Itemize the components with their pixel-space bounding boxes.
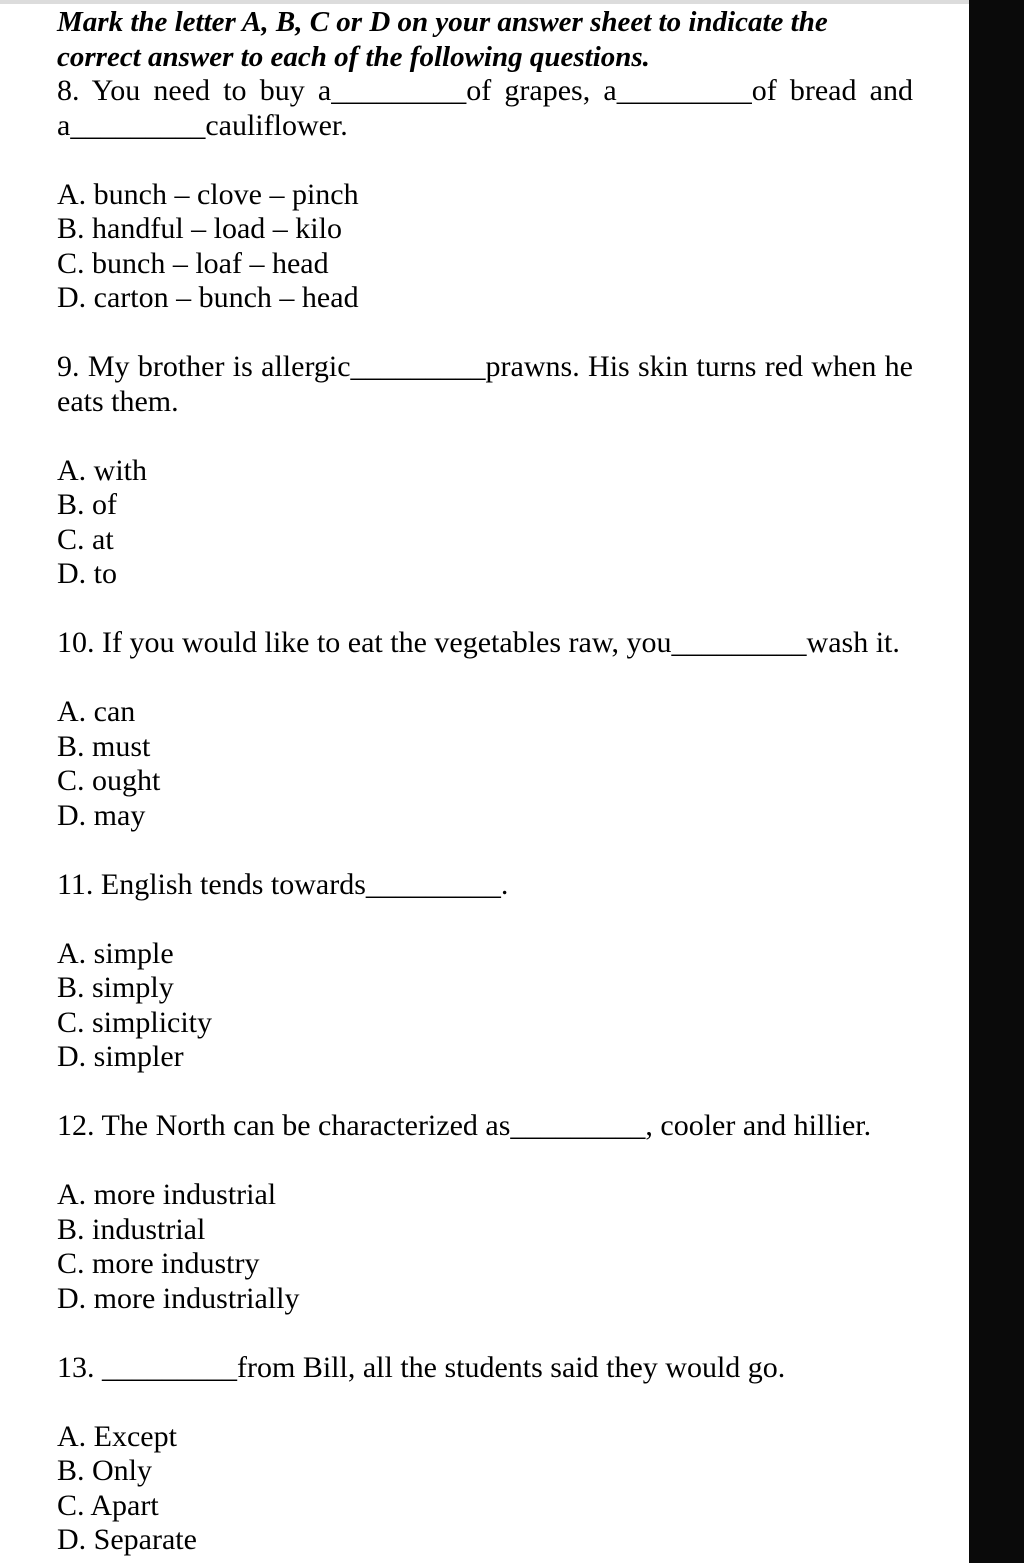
question-12-option-d: D. more industrially [57,1281,300,1315]
right-scan-edge-bar [969,0,1024,1563]
question-11-options [57,937,913,1075]
question-9-options [57,454,913,592]
question-13-text [57,1351,913,1386]
instructions-line-1: Mark the letter A, B, C or D on your answer sheet to indicate the [57,6,828,38]
question-8-text [57,74,913,143]
worksheet-content [57,5,913,1558]
question-11-option-d: D. simpler [57,1040,184,1073]
question-10-option-d: D. may [57,798,146,832]
question-9-line-1: 9. My brother is allergic_________prawns. His skin turns red when he [57,350,913,383]
question-12-line-1: 12. The North can be characterized as_________, cooler and hillier. [57,1109,872,1142]
question-8-options [57,178,913,316]
question-8-option-a: A. bunch – clove – pinch [57,177,359,211]
question-8-option-d: D. carton – bunch – head [57,281,359,314]
question-8-line-2: a_________cauliflower. [57,108,348,142]
instructions [57,5,913,74]
question-13-line-1: 13. _________from Bill, all the students said they would go. [57,1350,786,1384]
question-10-text [57,626,913,661]
question-8-line-1: 8. You need to buy a_________of grapes, a_________of bread and [57,74,913,107]
question-13-option-d: D. Separate [57,1523,197,1556]
question-10-option-a: A. can [57,695,136,728]
question-8-option-b: B. handful – load – kilo [57,212,342,245]
question-12-text [57,1109,913,1144]
question-9-text [57,350,913,419]
question-12-option-b: B. industrial [57,1212,206,1246]
question-9-option-a: A. with [57,453,147,487]
question-10-option-b: B. must [57,729,151,763]
instructions-line-2: correct answer to each of the following questions. [57,40,650,73]
question-10-options [57,695,913,833]
question-9-option-d: D. to [57,557,117,590]
question-10-option-c: C. ought [57,764,161,797]
question-9-option-b: B. of [57,488,117,521]
question-10-line-1: 10. If you would like to eat the vegetables raw, you_________wash it. [57,626,900,659]
question-13-options [57,1420,913,1558]
question-13-option-c: C. Apart [57,1488,159,1522]
question-11-option-c: C. simplicity [57,1005,213,1039]
question-13-option-b: B. Only [57,1454,153,1487]
top-edge-strip [0,0,970,4]
question-9-line-2: eats them. [57,384,179,418]
question-12-option-c: C. more industry [57,1247,260,1280]
question-12-option-a: A. more industrial [57,1178,277,1211]
question-8-option-c: C. bunch – loaf – head [57,246,329,280]
question-11-option-b: B. simply [57,971,174,1004]
question-11-text [57,868,913,903]
question-12-options [57,1178,913,1316]
question-11-option-a: A. simple [57,936,174,970]
question-11-line-1: 11. English tends towards_________. [57,867,509,901]
question-9-option-c: C. at [57,522,114,556]
question-13-option-a: A. Except [57,1419,177,1453]
